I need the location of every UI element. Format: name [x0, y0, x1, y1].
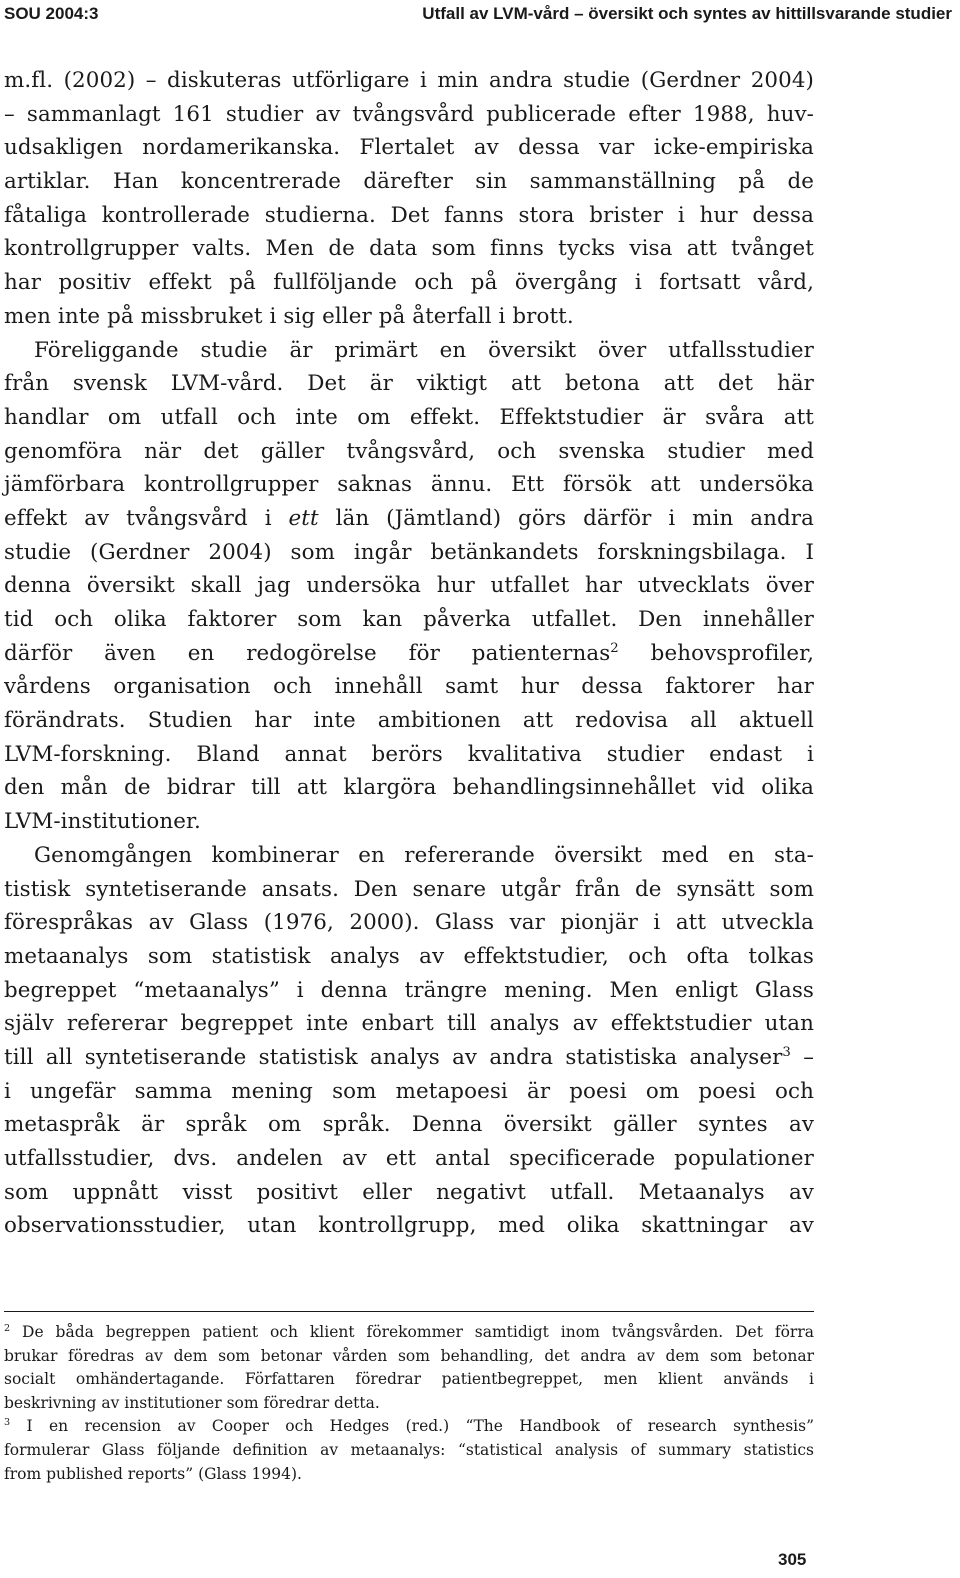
text-line: kontrollgrupper valts. Men de data som finns tycks visa att tvånget [4, 236, 814, 262]
text-line: förespråkas av Glass (1976, 2000). Glass var pionjär i att utveckla [4, 910, 814, 936]
footnote-line: $^3$ I en recension av Cooper och Hedges (red.) “The Handbook of research synthesis” [4, 1417, 814, 1436]
text-line: genomföra när det gäller tvångsvård, och svenska studier med [4, 438, 814, 464]
text-line: utfallsstudier, dvs. andelen av ett antal specificerade populationer [4, 1146, 814, 1171]
running-header [4, 4, 956, 30]
text-line: studie (Gerdner 2004) som ingår betänkandets forskningsbilaga. I [4, 539, 814, 565]
text-line: Föreliggande studie är primärt en översikt över utfallsstudier [34, 337, 814, 363]
text-line: denna översikt skall jag undersöka hur utfallet har utvecklats över [4, 573, 814, 599]
text-line: begreppet “metaanalys” i denna trängre mening. Men enligt Glass [4, 977, 814, 1003]
text-line: vårdens organisation och innehåll samt hur dessa faktorer har [4, 674, 814, 700]
footnote-line: from published reports” (Glass 1994). [4, 1464, 302, 1483]
footnote-line: formulerar Glass följande definition av metaanalys: “statistical analysis of summary statistics [4, 1440, 814, 1459]
footnote-rule [4, 1311, 814, 1312]
text-line: metaspråk är språk om språk. Denna översikt gäller syntes av [4, 1112, 814, 1138]
document-id: SOU 2004:3 [4, 4, 99, 23]
footnotes [4, 1321, 814, 1486]
text-line: metaanalys som statistisk analys av effektstudier, och ofta tolkas [4, 943, 814, 969]
text-line: Genomgången kombinerar en refererande översikt med en sta- [34, 842, 814, 868]
text-line: LVM-institutioner. [4, 809, 201, 835]
text-line: handlar om utfall och inte om effekt. Effektstudier är svåra att [4, 404, 814, 430]
running-title: Utfall av LVM-vård – översikt och syntes av hittillsvarande studier [422, 4, 952, 23]
text-line: tistisk syntetiserande ansats. Den senare utgår från de synsätt som [4, 876, 814, 902]
text-line: den mån de bidrar till att klargöra behandlingsinnehållet vid olika [4, 775, 814, 801]
footnote-line: brukar föredras av dem som betonar vården som behandling, det andra av dem som betonar [4, 1346, 814, 1365]
body-text [4, 64, 814, 1243]
text-line: observationsstudier, utan kontrollgrupp, med olika skattningar av [4, 1213, 814, 1239]
text-line: därför även en redogörelse för patienternas$^2$ behovsprofiler, [4, 640, 814, 666]
text-line: men inte på missbruket i sig eller på återfall i brott. [4, 303, 574, 329]
text-line: – sammanlagt 161 studier av tvångsvård publicerade efter 1988, huv- [4, 101, 814, 127]
text-line: till all syntetiserande statistisk analys av andra statistiska analyser$^3$ – [4, 1044, 814, 1070]
page-number: 305 [778, 1550, 807, 1569]
text-line: LVM-forskning. Bland annat berörs kvalitativa studier endast i [4, 741, 814, 767]
text-line: tid och olika faktorer som kan påverka utfallet. Den innehåller [4, 607, 814, 632]
text-line: förändrats. Studien har inte ambitionen att redovisa all aktuell [4, 708, 814, 734]
text-line: artiklar. Han koncentrerade därefter sin sammanställning på de [4, 169, 814, 195]
text-line: udsakligen nordamerikanska. Flertalet av dessa var icke-empiriska [4, 135, 814, 161]
text-line: i ungefär samma mening som metapoesi är poesi om poesi och [4, 1078, 814, 1104]
text-line: som uppnått visst positivt eller negativt utfall. Metaanalys av [4, 1179, 814, 1205]
text-line: har positiv effekt på fullföljande och på övergång i fortsatt vård, [4, 270, 814, 296]
footnote-line: $^2$ De båda begreppen patient och klient förekommer samtidigt inom tvångsvården. Det förra [4, 1323, 814, 1341]
footnote-line: socialt omhändertagande. Författaren föredrar patientbegreppet, men klient används i [4, 1370, 814, 1389]
text-line: m.fl. (2002) – diskuteras utförligare i min andra studie (Gerdner 2004) [4, 68, 814, 93]
footnote-line: beskrivning av institutioner som föredrar detta. [4, 1393, 380, 1412]
text-line: effekt av tvångsvård i ett län (Jämtland) görs därför i min andra [4, 505, 814, 531]
text-line: själv refererar begreppet inte enbart till analys av effektstudier utan [4, 1011, 814, 1037]
text-line: från svensk LVM-vård. Det är viktigt att betona att det här [4, 371, 814, 397]
text-line: jämförbara kontrollgrupper saknas ännu. Ett försök att undersöka [4, 472, 814, 498]
text-line: fåtaliga kontrollerade studierna. Det fanns stora brister i hur dessa [4, 202, 814, 228]
